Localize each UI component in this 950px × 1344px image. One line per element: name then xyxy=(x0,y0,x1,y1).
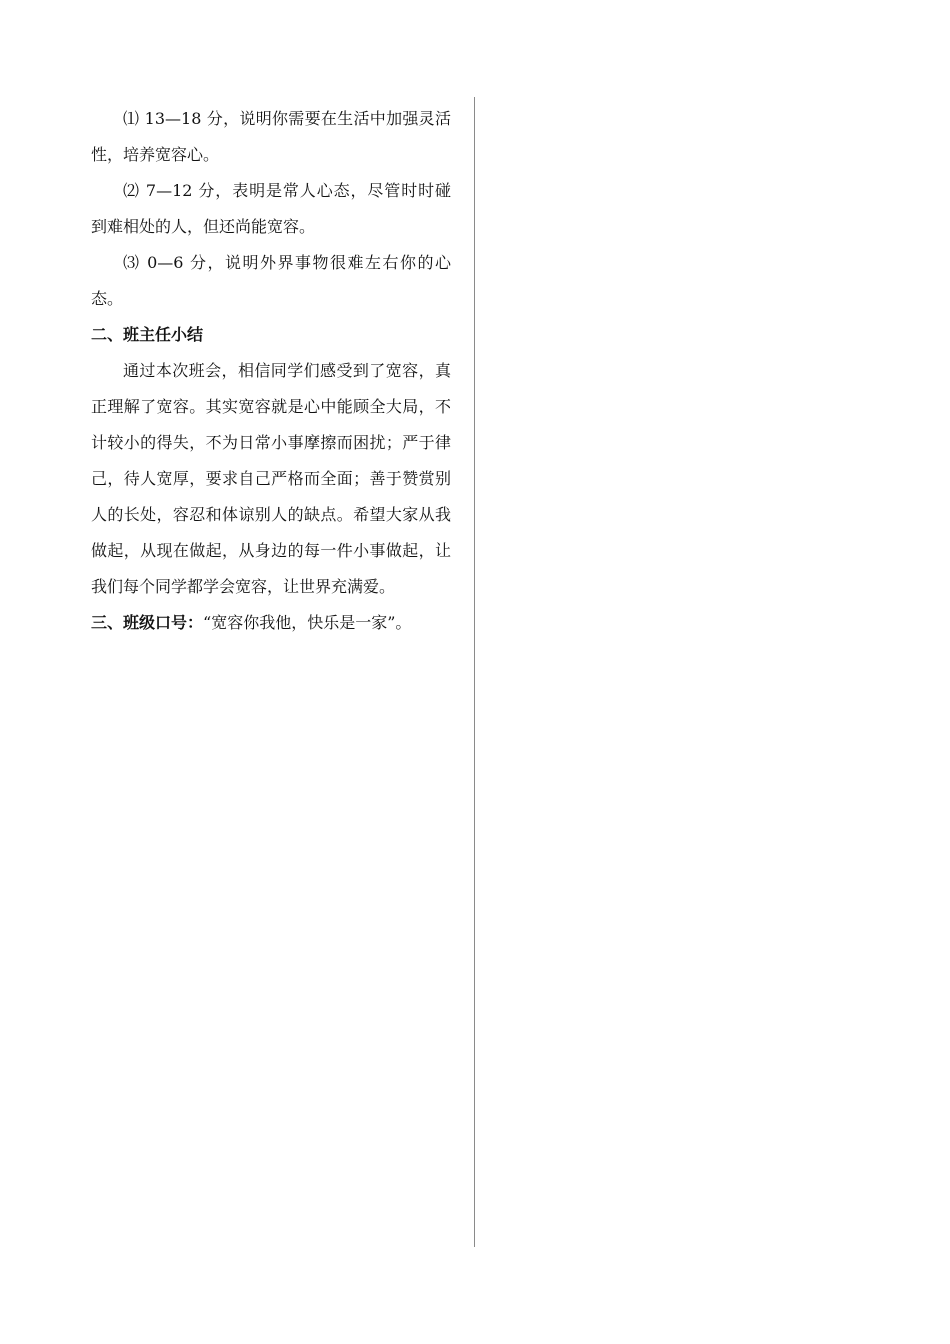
score-item-1: ⑴ 13—18 分，说明你需要在生活中加强灵活性，培养宽容心。 xyxy=(91,109,451,164)
score-item-3: ⑶ 0—6 分，说明外界事物很难左右你的心态。 xyxy=(91,253,451,308)
score-item-2: ⑵ 7—12 分，表明是常人心态，尽管时时碰到难相处的人，但还尚能宽容。 xyxy=(91,181,451,236)
left-column xyxy=(91,101,451,641)
section-heading-slogan: 三、班级口号： xyxy=(91,613,204,632)
column-divider xyxy=(474,97,475,1247)
class-slogan: “宽容你我他，快乐是一家”。 xyxy=(203,613,412,632)
slogan-line xyxy=(91,605,451,641)
section-heading-summary: 二、班主任小结 xyxy=(91,325,204,344)
summary-paragraph: 通过本次班会，相信同学们感受到了宽容，真正理解了宽容。其实宽容就是心中能顾全大局，不计较小的得失，不为日常小事摩擦而困扰；严于律己，待人宽厚，要求自己严格而全面；善于赞赏别人的长处，容忍和体谅别人的缺点。希望大家从我做起，从现在做起，从身边的每一件小事做起，让我们每个同学都学会宽容，让世界充满爱。 xyxy=(91,361,451,596)
